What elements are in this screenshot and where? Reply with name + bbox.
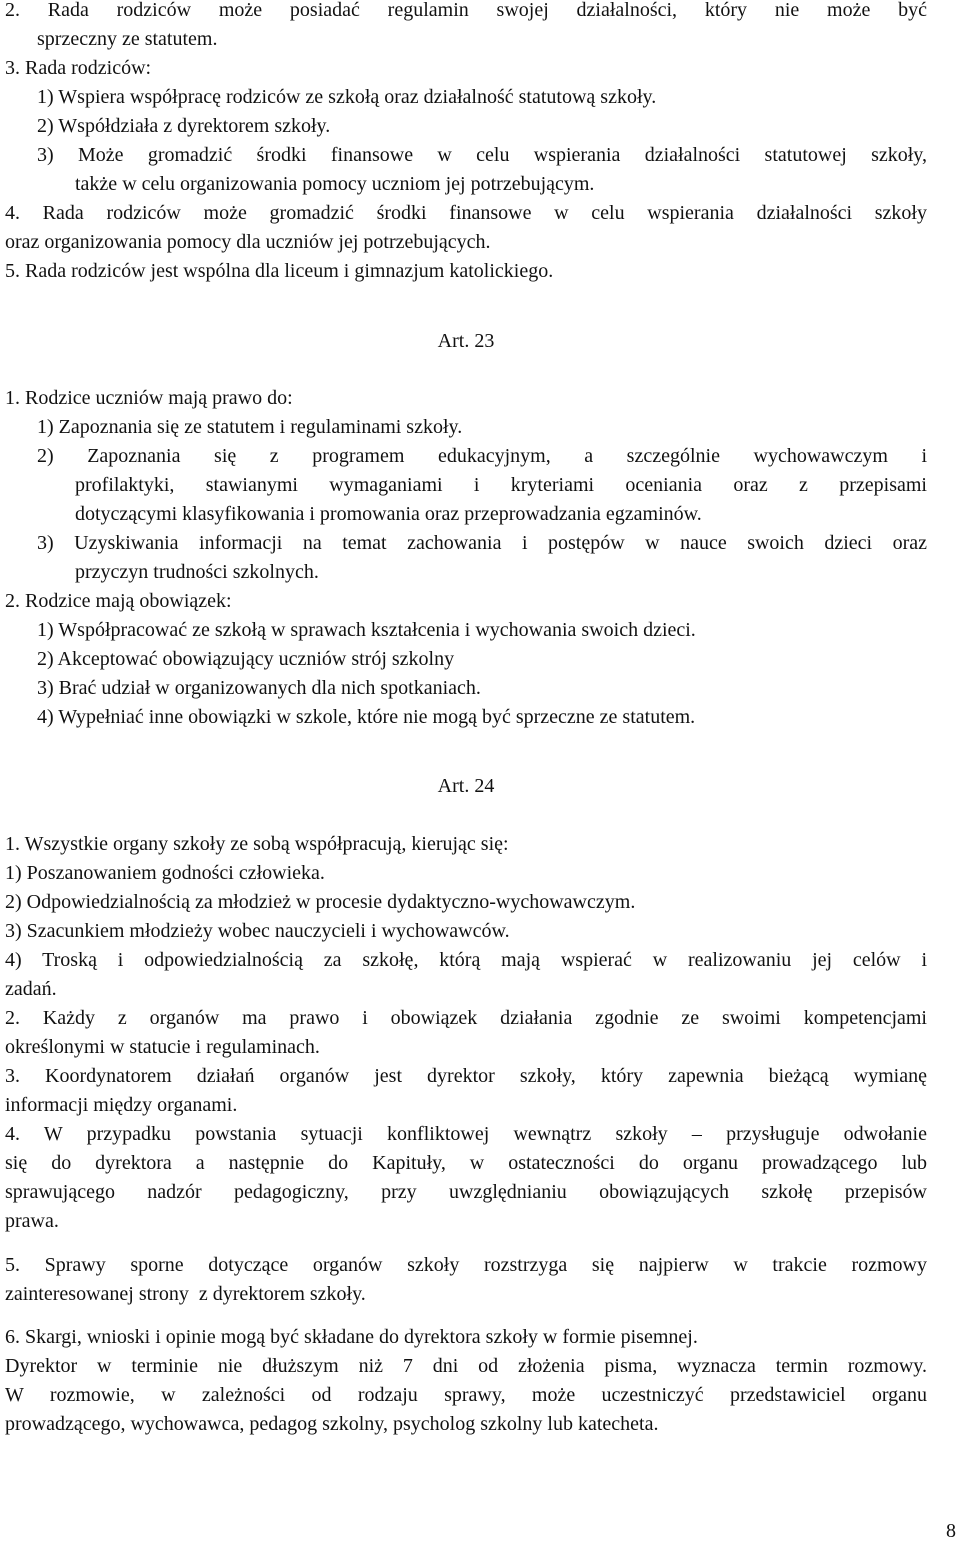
paragraph-line: 5. Sprawy sporne dotyczące organów szkoły rozstrzyga się najpierw w trakcie rozmowy xyxy=(5,1254,927,1276)
paragraph-line: 4. W przypadku powstania sytuacji konfliktowej wewnątrz szkoły – przysługuje odwołanie xyxy=(5,1123,927,1145)
paragraph-line: 1. Wszystkie organy szkoły ze sobą współpracują, kierując się: xyxy=(5,833,509,855)
list-item: dotyczącymi klasyfikowania i promowania oraz przeprowadzania egzaminów. xyxy=(75,503,702,525)
paragraph-line: 4. Rada rodziców może gromadzić środki finansowe w celu wspierania działalności szkoły xyxy=(5,202,927,224)
paragraph-line: zainteresowanej strony z dyrektorem szkoły. xyxy=(5,1283,366,1305)
list-item: 3) Może gromadzić środki finansowe w celu wspierania działalności statutowej szkoły, xyxy=(37,144,927,166)
paragraph-5 xyxy=(5,1251,927,1309)
paragraph-line: 1. Rodzice uczniów mają prawo do: xyxy=(5,387,293,409)
paragraph-line: się do dyrektora a następnie do Kapituły, w ostateczności do organu prowadzącego lub xyxy=(5,1152,927,1174)
list-item: także w celu organizowania pomocy uczniom jej potrzebującym. xyxy=(75,173,595,195)
list-item: 1) Wspiera współpracę rodziców ze szkołą oraz działalność statutową szkoły. xyxy=(37,86,657,108)
list-item: 1) Współpracować ze szkołą w sprawach kształcenia i wychowania swoich dzieci. xyxy=(37,619,696,641)
list-item: 4) Troską i odpowiedzialnością za szkołę, którą mają wspierać w realizowaniu jej celów i xyxy=(5,949,927,971)
paragraph-line: 3. Koordynatorem działań organów jest dyrektor szkoły, który zapewnia bieżącą wymianę xyxy=(5,1065,927,1087)
paragraph-line: prowadzącego, wychowawca, pedagog szkolny, psycholog szkolny lub katecheta. xyxy=(5,1413,659,1435)
list-item: 3) Brać udział w organizowanych dla nich spotkaniach. xyxy=(37,677,481,699)
list-item: 4) Wypełniać inne obowiązki w szkole, które nie mogą być sprzeczne ze statutem. xyxy=(37,706,696,728)
list-item: zadań. xyxy=(5,978,57,1000)
paragraph-line: sprzeczny ze statutem. xyxy=(37,28,218,50)
paragraph-line: sprawującego nadzór pedagogiczny, przy uwzględnianiu obowiązujących szkołę przepisów xyxy=(5,1181,927,1203)
list-item: profilaktyki, stawianymi wymaganiami i kryteriami oceniania oraz z przepisami xyxy=(75,474,927,496)
section-art-23 xyxy=(5,384,927,732)
page-number: 8 xyxy=(946,1520,956,1542)
list-item: 1) Zapoznania się ze statutem i regulaminami szkoły. xyxy=(37,416,463,438)
list-item: przyczyn trudności szkolnych. xyxy=(75,561,319,583)
paragraph-line: informacji między organami. xyxy=(5,1094,238,1116)
list-item: 3) Uzyskiwania informacji na temat zachowania i postępów w nauce swoich dzieci oraz xyxy=(37,532,927,554)
list-item: 2) Współdziała z dyrektorem szkoły. xyxy=(37,115,331,137)
paragraph-line: Dyrektor w terminie nie dłuższym niż 7 dni od złożenia pisma, wyznacza termin rozmowy. xyxy=(5,1355,927,1377)
section-art-24 xyxy=(5,830,927,1236)
paragraph-line: 2. Każdy z organów ma prawo i obowiązek działania zgodnie ze swoimi kompetencjami xyxy=(5,1007,927,1029)
paragraph-line: W rozmowie, w zależności od rodzaju sprawy, może uczestniczyć przedstawiciel organu xyxy=(5,1384,927,1406)
list-item: 1) Poszanowaniem godności człowieka. xyxy=(5,862,325,884)
paragraph-line: 2. Rada rodziców może posiadać regulamin swojej działalności, który nie może być xyxy=(5,0,927,21)
paragraph-line: 3. Rada rodziców: xyxy=(5,57,152,79)
paragraph-line: 6. Skargi, wnioski i opinie mogą być składane do dyrektora szkoły w formie pisemnej. xyxy=(5,1326,698,1348)
paragraph-line: określonymi w statucie i regulaminach. xyxy=(5,1036,320,1058)
paragraph-line: 2. Rodzice mają obowiązek: xyxy=(5,590,232,612)
list-item: 2) Odpowiedzialnością za młodzież w procesie dydaktyczno-wychowawczym. xyxy=(5,891,636,913)
list-item: 3) Szacunkiem młodzieży wobec nauczycieli i wychowawców. xyxy=(5,920,510,942)
list-item: 2) Zapoznania się z programem edukacyjnym, a szczególnie wychowawczym i xyxy=(37,445,927,467)
paragraph-line: oraz organizowania pomocy dla uczniów jej potrzebujących. xyxy=(5,231,491,253)
section-rada-rodzicow xyxy=(5,0,927,286)
list-item: 2) Akceptować obowiązujący uczniów strój szkolny xyxy=(37,648,455,670)
paragraph-6 xyxy=(5,1323,927,1439)
paragraph-line: prawa. xyxy=(5,1210,59,1232)
article-heading-24: Art. 24 xyxy=(437,775,495,797)
paragraph-line: 5. Rada rodziców jest wspólna dla liceum i gimnazjum katolickiego. xyxy=(5,260,554,282)
article-heading-23: Art. 23 xyxy=(437,330,495,352)
